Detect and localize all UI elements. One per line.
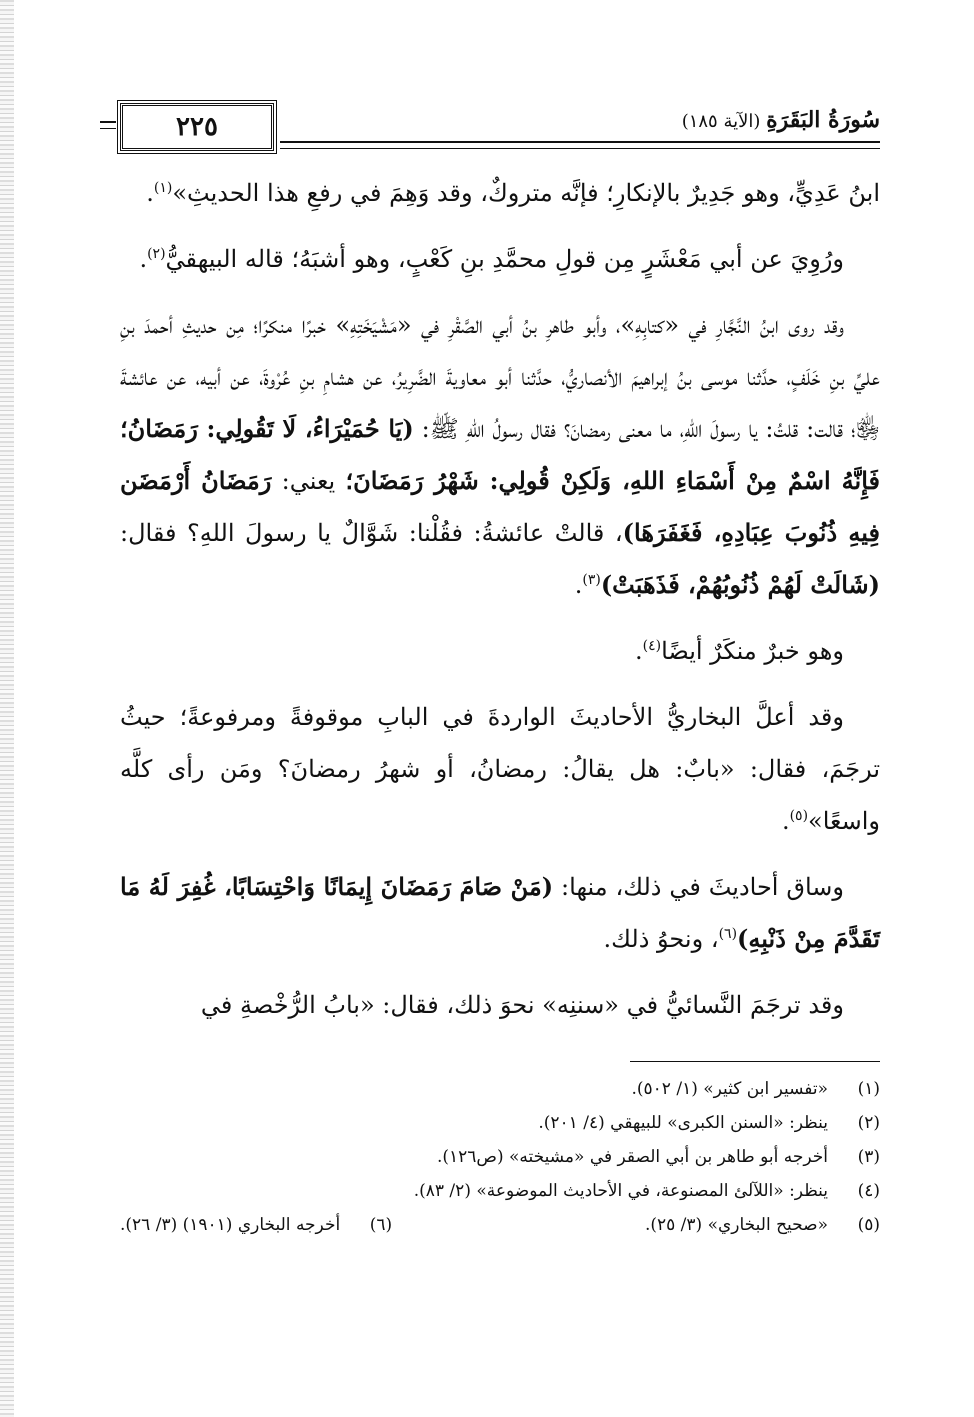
footnote-text: أخرجه البخاري (١٩٠١) (٣/ ٢٦).: [120, 1215, 341, 1235]
hadith-text-2: رَمَضَانُ أَرْمَضَن فِيهِ ذُنُوبَ عِبَادِهِ، فَغَفَرَهَا): [120, 466, 881, 547]
footnote-number: (٥): [857, 1215, 880, 1235]
paragraph-6-text-a: وساق أحاديثَ في ذلك، منها:: [553, 873, 844, 901]
paragraph-6: [120, 861, 880, 965]
footnote-6: [120, 1208, 392, 1242]
footnote-text: «صحيح البخاري» (٣/ ٢٥).: [644, 1215, 828, 1235]
footnote-ref-3[interactable]: (٣): [582, 572, 601, 588]
footnote-ref-1[interactable]: (١): [153, 180, 173, 196]
surah-name: سُورَةُ البَقَرَةِ: [766, 107, 880, 133]
paragraph-3-text-a: وقد روى ابنُ النَّجَّارِ في «كتابِهِ»، وأبو طاهرِ بنُ أبي الصَّقْرِ في «مَشْيَخَتِهِ» خبرًا منكرًا؛ مِن حديثِ أحمدَ بنِ عليِّ بنِ خَلَفٍ، حدَّثنا موسى بنُ إبراهيمَ الأنصاريُّ، حدَّثنا أبو معاويةَ الضَّرِيرُ، عن هشامِ بنِ عُرْوةَ، عن أبيه، عن عائشةَ ﵂؛ قالت: قلتُ: يا رسولَ اللهِ، ما معنى رمضانَ؟ فقال رسولُ اللهِ ﷺ:: [120, 311, 880, 443]
hadith-text-3: (شَالَتْ لَهُمْ ذُنُوبُهُمْ، فَذَهَبَتْ): [600, 570, 880, 599]
paragraph-5-text: وقد أعلَّ البخاريُّ الأحاديثَ الواردةَ في البابِ موقوفةً ومرفوعةً؛ حيثُ ترجَمَ، فقال: «بابٌ: هل يقالُ: رمضانُ، أو شهرُ رمضانَ؟ ومَن رأى كلَّه واسعًا»: [120, 703, 880, 835]
scan-edge: [0, 0, 14, 1417]
footnote-ref-4[interactable]: (٤): [642, 638, 662, 654]
paragraph-3-text-b: يعني:: [271, 467, 346, 495]
header-rule: [280, 141, 880, 149]
footnote-1: [120, 1072, 880, 1106]
paragraph-1: ابنُ عَدِيٍّ، وهو جَدِيرٌ بالإنكارِ؛ فإنَّه متروكٌ، وقد وَهِمَ في رفعِ هذا الحديثِ»$^{(١)}$.: [146, 179, 880, 207]
paragraph-2: ورُوِيَ عن أبي مَعْشَرٍ مِن قولِ محمَّدِ بنِ كَعْبٍ، وهو أشبَهُ؛ قاله البيهقيُّ$^{(٢)}$.: [139, 245, 844, 273]
running-head: [682, 107, 880, 133]
page-number-text: ٢٢٥: [176, 112, 218, 142]
footnote-3: [120, 1140, 880, 1174]
footnote-number: (٤): [857, 1181, 880, 1201]
paragraph-7-text: وقد ترجَمَ النَّسائيُّ في «سننِه» نحوَ ذلك، فقال: «بابُ الرُّخْصةِ في: [200, 991, 844, 1019]
page-number: [120, 103, 274, 151]
footnote-row-5-6: [120, 1208, 880, 1242]
book-page: [120, 95, 880, 1242]
paragraph-4: وهو خبرٌ منكَرٌ أيضًا$^{(٤)}$.: [634, 637, 844, 665]
footnote-text: أخرجه أبو طاهر بن أبي الصقر في «مشيخته» (ص١٢٦).: [436, 1147, 828, 1167]
footnotes: [120, 1072, 880, 1242]
footnote-text: ينظر: «اللآلئ المصنوعة، في الأحاديث الموضوعة» (٢/ ٨٣).: [413, 1181, 828, 1201]
footnote-number: (٣): [857, 1147, 880, 1167]
paragraph-3-text-c: ، قالتْ عائشةُ: فقُلْنا: شَوَّالٌ يا رسولَ اللهِ؟ فقال:: [120, 519, 623, 547]
paragraph-3: وقد روى ابنُ النَّجَّارِ في «كتابِهِ»، وأبو طاهرِ بنُ أبي الصَّقْرِ في «مَشْيَخَتِهِ» خبرًا منكرًا؛ مِن حديثِ أحمدَ بنِ عليِّ بنِ خَلَفٍ، حدَّثنا موسى بنُ إبراهيمَ الأنصاريُّ، حدَّثنا أبو معاويةَ الضَّرِيرُ، عن هشامِ بنِ عُرْوةَ، عن أبيه، عن عائشةَ ﵂؛ قالت: قلتُ: يا رسولَ اللهِ، ما معنى رمضانَ؟ فقال رسولُ اللهِ ﷺ: (يَا حُمَيْرَاءُ، لَا تَقُولِي: رَمَضَانُ؛ فَإِنَّهُ اسْمٌ مِنْ أَسْمَاءِ اللهِ، وَلَكِنْ قُولِي: شَهْرُ رَمَضَانَ؛ يعني: رَمَضَانُ أَرْمَضَن فِيهِ ذُنُوبَ عِبَادِهِ، فَغَفَرَهَا)، قالتْ عائشةُ: فقُلْنا: شَوَّالٌ يا رسولَ اللهِ؟ فقال: (شَالَتْ لَهُمْ ذُنُوبُهُمْ، فَذَهَبَتْ)$^{(٣)}$.: [120, 311, 881, 599]
footnote-5: [645, 1208, 880, 1242]
paragraph-1-text: ابنُ عَدِيٍّ، وهو جَدِيرٌ بالإنكارِ؛ فإنَّه متروكٌ، وقد وَهِمَ في رفعِ هذا الحديثِ»: [172, 179, 880, 207]
paragraph-5: وقد أعلَّ البخاريُّ الأحاديثَ الواردةَ في البابِ موقوفةً ومرفوعةً؛ حيثُ ترجَمَ، فقال: «بابٌ: هل يقالُ: رمضانُ، أو شهرُ رمضانَ؟ ومَن رأى كلَّه واسعًا»$^{(٥)}$.: [120, 703, 880, 835]
main-text: [120, 167, 880, 1031]
footnote-separator: [630, 1061, 880, 1062]
footnote-text: ينظر: «السنن الكبرى» للبيهقي (٤/ ٢٠١).: [538, 1113, 828, 1133]
hadith-text-1: (يَا حُمَيْرَاءُ، لَا تَقُولِي: رَمَضَانُ؛ فَإِنَّهُ اسْمٌ مِنْ أَسْمَاءِ اللهِ، وَلَكِنْ قُولِي: شَهْرُ رَمَضَانَ؛: [120, 414, 880, 495]
verse-reference: (الآية ١٨٥): [681, 111, 761, 132]
footnote-text: «تفسير ابن كثير» (١/ ٥٠٢).: [631, 1079, 828, 1099]
footnote-ref-5[interactable]: (٥): [789, 808, 809, 824]
footnote-ref-2[interactable]: (٢): [147, 246, 166, 262]
hadith-text-4: (مَنْ صَامَ رَمَضَانَ إِيمَانًا وَاحْتِسَابًا، غُفِرَ لَهُ مَا تَقَدَّمَ مِنْ ذَنْبِهِ): [120, 872, 880, 953]
paragraph-6-text-b: ، ونحوُ ذلك.: [603, 925, 719, 953]
page-header: [120, 95, 880, 155]
footnote-number: (٢): [857, 1113, 880, 1133]
footnote-number: (٦): [369, 1215, 393, 1235]
footnote-4: [120, 1174, 880, 1208]
footnote-ref-6[interactable]: (٦): [718, 926, 738, 942]
paragraph-2-text: ورُوِيَ عن أبي مَعْشَرٍ مِن قولِ محمَّدِ بنِ كَعْبٍ، وهو أشبَهُ؛ قاله البيهقيُّ: [165, 245, 844, 273]
header-left-rule: [100, 121, 116, 129]
paragraph-7: [120, 979, 880, 1031]
paragraph-4-text: وهو خبرٌ منكَرٌ أيضًا: [661, 637, 844, 665]
footnote-number: (١): [857, 1079, 880, 1099]
footnote-2: [120, 1106, 880, 1140]
